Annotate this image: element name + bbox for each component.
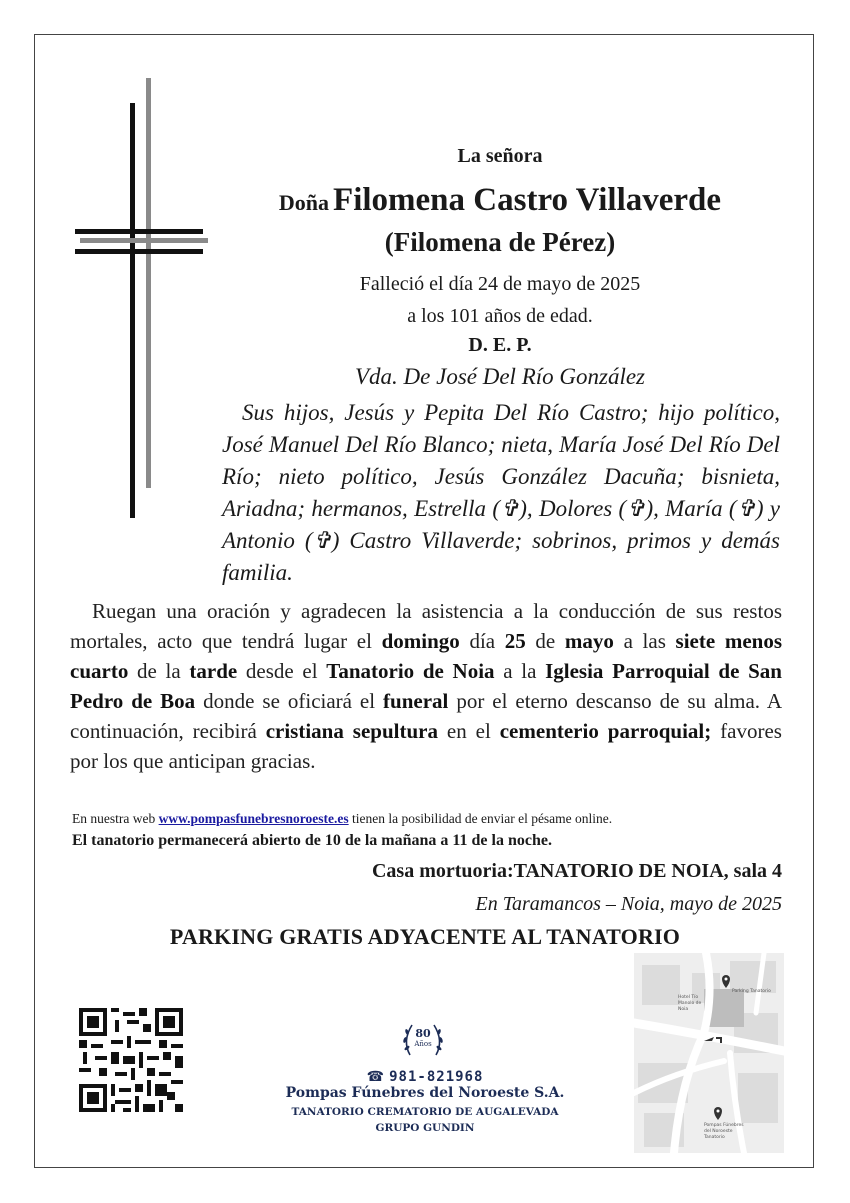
map-label-parking: Parking Tanatorio xyxy=(732,989,771,994)
casa-mortuoria: Casa mortuoria:TANATORIO DE NOIA, sala 4 xyxy=(371,860,782,882)
place-date: En Taramancos – Noia, mayo de 2025 xyxy=(475,893,782,915)
deceased-alias: (Filomena de Pérez) xyxy=(384,227,616,257)
phone-icon: ☎ xyxy=(366,1069,385,1085)
badge-number: 80 xyxy=(415,1027,431,1040)
phone-line[interactable] xyxy=(270,1066,580,1085)
online-note: En nuestra web www.pompasfunebresnoroeste.es tienen la posibilidad de enviar el pésame online. xyxy=(72,811,613,826)
family-paragraph: Sus hijos, Jesús y Pepita Del Río Castro; hijo político, José Manuel Del Río Blanco; nieta, María José Del Río Del Río; nieto político, Jesús González Dacuña; bisnieta, Ariadna; hermanos, Estrella (✞), Dolores (✞), María (✞) y Antonio (✞) Castro Villaverde; sobrinos, primos y demás familia. xyxy=(222,400,780,585)
title-prefix: Doña xyxy=(278,190,330,215)
company-name: Pompas Fúnebres del Noroeste S.A. xyxy=(285,1085,565,1101)
badge-text: Años xyxy=(414,1040,432,1048)
hours-note: El tanatorio permanecerá abierto de 10 de la mañana a 11 de la noche. xyxy=(72,832,552,849)
location-map[interactable] xyxy=(634,953,784,1153)
company-subtitle: TANATORIO CREMATORIO DE AUGALEVADA xyxy=(291,1106,559,1118)
deceased-name-line xyxy=(200,182,800,219)
death-date: Falleció el día 24 de mayo de 2025 xyxy=(359,273,641,295)
parking-notice: PARKING GRATIS ADYACENTE AL TANATORIO xyxy=(169,924,681,949)
ceremony-paragraph: Ruegan una oración y agradecen la asistencia a la conducción de sus restos mortales, acto que tendrá lugar el domingo día 25 de mayo a las siete menos cuarto de la tarde desde el Tanatorio de Noia a la Iglesia Parroquial de San Pedro de Boa donde se oficiará el funeral por el eterno descanso de su alma. A continuación, recibirá cristiana sepultura en el cementerio parroquial; favores por los que anticipan gracias. xyxy=(70,599,782,773)
website-link[interactable]: www.pompasfunebresnoroeste.es xyxy=(158,811,349,826)
phone-number: 981-821968 xyxy=(389,1069,484,1085)
age-line: a los 101 años de edad. xyxy=(407,305,593,327)
company-group: GRUPO GUNDIN xyxy=(375,1122,475,1134)
map-label-funeral: Pompas Fúnebres del Noroeste Tanatorio xyxy=(704,1123,744,1140)
qr-code[interactable] xyxy=(79,1008,183,1112)
deceased-name: Filomena Castro Villaverde xyxy=(333,182,722,218)
dep-text: D. E. P. xyxy=(468,334,532,356)
intro-text: La señora xyxy=(457,145,543,167)
map-label-hotel: Hotel Tío Manolo de Noia xyxy=(678,995,702,1012)
widow-line: Vda. De José Del Río González xyxy=(355,364,645,389)
anniversary-badge xyxy=(398,1015,448,1065)
